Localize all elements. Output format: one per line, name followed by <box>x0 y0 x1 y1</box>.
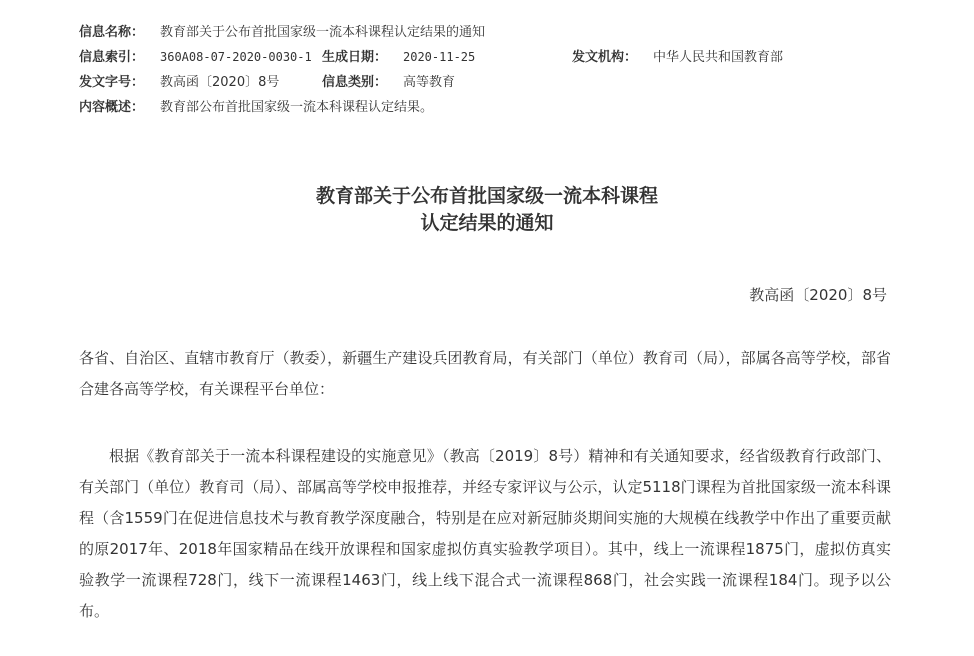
generated-date-value: 2020-11-25 <box>403 50 476 64</box>
info-index-value: 360A08-07-2020-0030-1 <box>160 50 312 64</box>
article-title-line1: 教育部关于公布首批国家级一流本科课程 <box>315 185 658 207</box>
generated-date-label: 生成日期： <box>322 50 388 65</box>
document-metadata <box>79 20 939 120</box>
meta-row-summary <box>79 95 939 120</box>
info-name-label: 信息名称： <box>79 25 145 40</box>
issuer-label: 发文机构： <box>572 50 638 65</box>
category-value: 高等教育 <box>403 75 456 90</box>
body-paragraph: 根据《教育部关于一流本科课程建设的实施意见》（教高〔2019〕8号）精神和有关通知要求，经省级教育行政部门、有关部门（单位）教育司（局）、部属高等学校申报推荐，并经专家评议与公示，认定5118门课程为首批国家级一流本科课程（含1559门在促进信息技术与教育教学深度融合，特别是在应对新冠肺炎期间实施的大规模在线教学中作出了重要贡献的原2017年、2018年国家精品在线开放课程和国家虚拟仿真实验教学项目）。其中，线上一流课程1875门，虚拟仿真实验教学一流课程728门，线下一流课程1463门，线上线下混合式一流课程868门，社会实践一流课程184门。现予以公布。 <box>79 447 891 620</box>
meta-row-index <box>79 45 939 70</box>
summary-value: 教育部公布首批国家级一流本科课程认定结果。 <box>160 100 434 115</box>
meta-row-name <box>79 20 939 45</box>
doc-number-label: 发文字号： <box>79 75 145 90</box>
summary-label: 内容概述： <box>79 100 145 115</box>
doc-number-value: 教高函〔2020〕8号 <box>160 75 280 90</box>
info-index-label: 信息索引： <box>79 50 145 65</box>
meta-row-docno <box>79 70 939 95</box>
article-doc-number: 教高函〔2020〕8号 <box>749 286 887 304</box>
info-name-value: 教育部关于公布首批国家级一流本科课程认定结果的通知 <box>160 25 486 40</box>
article-title-line2: 认定结果的通知 <box>420 212 554 234</box>
issuer-value: 中华人民共和国教育部 <box>653 50 784 65</box>
article-title <box>0 183 974 237</box>
category-label: 信息类别： <box>322 75 388 90</box>
addressee-paragraph: 各省、自治区、直辖市教育厅（教委），新疆生产建设兵团教育局，有关部门（单位）教育司（局），部属各高等学校，部省合建各高等学校，有关课程平台单位： <box>79 349 891 398</box>
